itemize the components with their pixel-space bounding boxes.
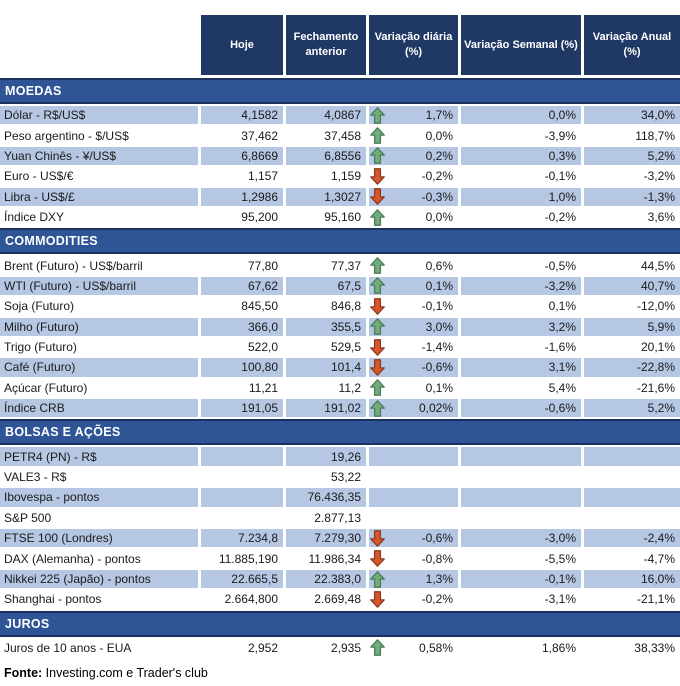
cell-variacao-diaria [369, 509, 458, 529]
cell-variacao-anual: -22,8% [584, 358, 680, 378]
variacao-diaria-value: 0,0% [425, 128, 453, 143]
cell-variacao-anual: 16,0% [584, 570, 680, 590]
cell-variacao-diaria [369, 256, 458, 276]
cell-variacao-diaria [369, 639, 458, 659]
variacao-diaria-value: 0,58% [418, 640, 453, 655]
cell-variacao-diaria [369, 106, 458, 126]
table-row [0, 529, 680, 549]
variacao-diaria-value: -0,2% [421, 592, 453, 607]
row-label: VALE3 - R$ [0, 468, 198, 488]
cell-variacao-anual: 3,6% [584, 208, 680, 228]
variacao-diaria-value: -1,4% [421, 340, 453, 355]
cell-fechamento-anterior: 76.436,35 [286, 488, 366, 508]
cell-fechamento-anterior: 6,8556 [286, 147, 366, 167]
cell-variacao-semanal: -0,1% [461, 167, 581, 187]
arrow-up-icon [370, 147, 385, 164]
cell-fechamento-anterior: 53,22 [286, 468, 366, 488]
cell-variacao-anual: 118,7% [584, 126, 680, 146]
variacao-diaria-value: 1,3% [425, 572, 453, 586]
table-row [0, 590, 680, 610]
source-note [0, 666, 680, 680]
cell-fechamento-anterior: 191,02 [286, 399, 366, 419]
table-row [0, 639, 680, 659]
variacao-diaria-value: 0,6% [425, 258, 453, 273]
variacao-diaria-value: -0,6% [421, 360, 453, 375]
row-label: Milho (Futuro) [0, 318, 198, 338]
cell-variacao-diaria [369, 529, 458, 549]
row-label: DAX (Alemanha) - pontos [0, 549, 198, 569]
cell-hoje [201, 509, 283, 529]
row-label: S&P 500 [0, 509, 198, 529]
variacao-diaria-value: 0,0% [425, 210, 453, 225]
arrow-down-icon [370, 550, 385, 567]
cell-hoje: 95,200 [201, 208, 283, 228]
cell-variacao-anual: 5,2% [584, 147, 680, 167]
variacao-diaria-value: 3,0% [425, 319, 453, 334]
variacao-diaria-value: 0,1% [425, 380, 453, 395]
cell-variacao-semanal: 0,1% [461, 297, 581, 317]
cell-variacao-anual: -21,1% [584, 590, 680, 610]
table-row [0, 277, 680, 297]
cell-variacao-anual [584, 447, 680, 467]
variacao-diaria-value: 0,02% [418, 401, 453, 416]
cell-variacao-semanal: -3,2% [461, 277, 581, 297]
table-body [0, 78, 680, 659]
cell-hoje: 2.664,800 [201, 590, 283, 610]
table-row [0, 570, 680, 590]
cell-variacao-anual: -1,3% [584, 188, 680, 208]
cell-variacao-anual [584, 468, 680, 488]
cell-variacao-semanal: -0,6% [461, 399, 581, 419]
cell-hoje: 845,50 [201, 297, 283, 317]
cell-fechamento-anterior: 11,2 [286, 379, 366, 399]
cell-hoje: 7.234,8 [201, 529, 283, 549]
cell-fechamento-anterior: 77,37 [286, 256, 366, 276]
arrow-down-icon [370, 168, 385, 185]
arrow-up-icon [370, 400, 385, 417]
cell-variacao-diaria [369, 208, 458, 228]
table-row [0, 256, 680, 276]
cell-hoje: 191,05 [201, 399, 283, 419]
col-header-variacao-semanal: Variação Semanal (%) [461, 15, 581, 75]
cell-variacao-diaria [369, 358, 458, 378]
cell-variacao-diaria [369, 167, 458, 187]
cell-fechamento-anterior: 2.877,13 [286, 509, 366, 529]
cell-variacao-semanal: 1,0% [461, 188, 581, 208]
arrow-up-icon [370, 571, 385, 588]
cell-variacao-semanal: -3,0% [461, 529, 581, 549]
arrow-down-icon [370, 359, 385, 376]
table-row [0, 188, 680, 208]
table-row [0, 318, 680, 338]
arrow-down-icon [370, 298, 385, 315]
cell-variacao-anual: 44,5% [584, 256, 680, 276]
row-label: Índice DXY [0, 208, 198, 228]
variacao-diaria-value: 0,2% [425, 148, 453, 163]
cell-variacao-diaria [369, 318, 458, 338]
row-label: Soja (Futuro) [0, 297, 198, 317]
row-label: Nikkei 225 (Japão) - pontos [0, 570, 198, 590]
cell-hoje: 22.665,5 [201, 570, 283, 590]
cell-variacao-semanal: 3,2% [461, 318, 581, 338]
section-header: COMMODITIES [0, 228, 680, 254]
table-row [0, 147, 680, 167]
cell-hoje: 100,80 [201, 358, 283, 378]
cell-variacao-anual: -4,7% [584, 549, 680, 569]
table-row [0, 447, 680, 467]
cell-variacao-diaria [369, 297, 458, 317]
variacao-diaria-value: 1,7% [425, 108, 453, 123]
cell-variacao-semanal: 5,4% [461, 379, 581, 399]
variacao-diaria-value: -0,3% [421, 189, 453, 204]
cell-hoje [201, 488, 283, 508]
table-row [0, 509, 680, 529]
cell-variacao-diaria [369, 338, 458, 358]
variacao-diaria-value: -0,8% [421, 551, 453, 566]
cell-variacao-diaria [369, 570, 458, 590]
cell-variacao-anual: 40,7% [584, 277, 680, 297]
cell-variacao-semanal [461, 468, 581, 488]
cell-variacao-diaria [369, 379, 458, 399]
table-row [0, 358, 680, 378]
cell-hoje: 77,80 [201, 256, 283, 276]
arrow-down-icon [370, 530, 385, 547]
cell-variacao-anual: -12,0% [584, 297, 680, 317]
row-label: Peso argentino - $/US$ [0, 126, 198, 146]
cell-variacao-diaria [369, 147, 458, 167]
section-header: JUROS [0, 611, 680, 637]
table-row [0, 208, 680, 228]
cell-variacao-semanal: -3,9% [461, 126, 581, 146]
row-label: Euro - US$/€ [0, 167, 198, 187]
arrow-up-icon [370, 209, 385, 226]
cell-variacao-semanal: -0,5% [461, 256, 581, 276]
table-row [0, 488, 680, 508]
cell-hoje: 2,952 [201, 639, 283, 659]
cell-fechamento-anterior: 1,159 [286, 167, 366, 187]
variacao-diaria-value: -0,6% [421, 531, 453, 546]
cell-fechamento-anterior: 11.986,34 [286, 549, 366, 569]
cell-fechamento-anterior: 37,458 [286, 126, 366, 146]
cell-fechamento-anterior: 95,160 [286, 208, 366, 228]
arrow-up-icon [370, 639, 385, 656]
cell-fechamento-anterior: 846,8 [286, 297, 366, 317]
cell-variacao-semanal: 0,0% [461, 106, 581, 126]
arrow-up-icon [370, 379, 385, 396]
cell-fechamento-anterior: 67,5 [286, 277, 366, 297]
table-row [0, 126, 680, 146]
cell-fechamento-anterior: 529,5 [286, 338, 366, 358]
cell-variacao-diaria [369, 549, 458, 569]
cell-hoje: 1,2986 [201, 188, 283, 208]
variacao-diaria-value: 0,1% [425, 278, 453, 293]
row-label: PETR4 (PN) - R$ [0, 447, 198, 467]
table-row [0, 468, 680, 488]
arrow-up-icon [370, 277, 385, 294]
cell-variacao-semanal [461, 488, 581, 508]
row-label: Shanghai - pontos [0, 590, 198, 610]
cell-variacao-diaria [369, 447, 458, 467]
cell-fechamento-anterior: 101,4 [286, 358, 366, 378]
cell-variacao-anual: 5,9% [584, 318, 680, 338]
table-header [0, 15, 680, 75]
cell-variacao-diaria [369, 126, 458, 146]
row-label: Yuan Chinês - ¥/US$ [0, 147, 198, 167]
row-label: Dólar - R$/US$ [0, 106, 198, 126]
col-header-variacao-diaria: Variação diária (%) [369, 15, 458, 75]
cell-fechamento-anterior: 355,5 [286, 318, 366, 338]
cell-variacao-diaria [369, 188, 458, 208]
cell-variacao-anual: 5,2% [584, 399, 680, 419]
table-row [0, 338, 680, 358]
cell-hoje: 366,0 [201, 318, 283, 338]
cell-fechamento-anterior: 22.383,0 [286, 570, 366, 590]
row-label: Ibovespa - pontos [0, 488, 198, 508]
cell-fechamento-anterior: 2,935 [286, 639, 366, 659]
cell-hoje: 6,8669 [201, 147, 283, 167]
cell-variacao-semanal: -0,2% [461, 208, 581, 228]
cell-hoje: 67,62 [201, 277, 283, 297]
cell-variacao-semanal: -5,5% [461, 549, 581, 569]
cell-hoje: 522,0 [201, 338, 283, 358]
section-header: MOEDAS [0, 78, 680, 104]
cell-variacao-semanal [461, 509, 581, 529]
source-text: Investing.com e Trader's club [42, 665, 208, 680]
cell-variacao-anual: 38,33% [584, 639, 680, 659]
cell-variacao-semanal: 1,86% [461, 639, 581, 659]
cell-hoje: 1,157 [201, 167, 283, 187]
cell-variacao-diaria [369, 468, 458, 488]
cell-hoje: 4,1582 [201, 106, 283, 126]
arrow-down-icon [370, 591, 385, 608]
row-label: Café (Futuro) [0, 358, 198, 378]
col-header-fechamento-anterior: Fechamento anterior [286, 15, 366, 75]
row-label: Juros de 10 anos - EUA [0, 639, 198, 659]
table-row [0, 399, 680, 419]
cell-variacao-anual: 34,0% [584, 106, 680, 126]
arrow-up-icon [370, 107, 385, 124]
cell-variacao-anual: 20,1% [584, 338, 680, 358]
variacao-diaria-value: -0,1% [421, 299, 453, 314]
cell-variacao-semanal: -3,1% [461, 590, 581, 610]
row-label: Brent (Futuro) - US$/barril [0, 256, 198, 276]
cell-hoje: 11,21 [201, 379, 283, 399]
cell-variacao-anual: -2,4% [584, 529, 680, 549]
cell-hoje: 37,462 [201, 126, 283, 146]
table-row [0, 297, 680, 317]
cell-variacao-semanal [461, 447, 581, 467]
table-row [0, 106, 680, 126]
variacao-diaria-value: -0,2% [421, 169, 453, 184]
cell-hoje: 11.885,190 [201, 549, 283, 569]
table-row [0, 167, 680, 187]
cell-variacao-diaria [369, 399, 458, 419]
cell-fechamento-anterior: 7.279,30 [286, 529, 366, 549]
cell-fechamento-anterior: 2.669,48 [286, 590, 366, 610]
arrow-up-icon [370, 127, 385, 144]
cell-fechamento-anterior: 1,3027 [286, 188, 366, 208]
row-label: WTI (Futuro) - US$/barril [0, 277, 198, 297]
cell-variacao-semanal: 3,1% [461, 358, 581, 378]
cell-variacao-anual [584, 488, 680, 508]
arrow-up-icon [370, 318, 385, 335]
cell-fechamento-anterior: 4,0867 [286, 106, 366, 126]
cell-variacao-anual [584, 509, 680, 529]
table-row [0, 379, 680, 399]
row-label: Açúcar (Futuro) [0, 379, 198, 399]
cell-variacao-anual: -3,2% [584, 167, 680, 187]
col-header-variacao-anual: Variação Anual (%) [584, 15, 680, 75]
table-row [0, 549, 680, 569]
row-label: FTSE 100 (Londres) [0, 529, 198, 549]
col-header-hoje: Hoje [201, 15, 283, 75]
row-label: Libra - US$/£ [0, 188, 198, 208]
cell-variacao-diaria [369, 488, 458, 508]
cell-variacao-diaria [369, 277, 458, 297]
section-header: BOLSAS E AÇÕES [0, 419, 680, 445]
arrow-up-icon [370, 257, 385, 274]
row-label: Trigo (Futuro) [0, 338, 198, 358]
cell-variacao-semanal: -1,6% [461, 338, 581, 358]
header-spacer [0, 15, 198, 75]
row-label: Índice CRB [0, 399, 198, 419]
cell-variacao-semanal: 0,3% [461, 147, 581, 167]
arrow-down-icon [370, 188, 385, 205]
cell-fechamento-anterior: 19,26 [286, 447, 366, 467]
cell-hoje [201, 447, 283, 467]
cell-variacao-semanal: -0,1% [461, 570, 581, 590]
source-label: Fonte: [4, 665, 43, 680]
cell-variacao-anual: -21,6% [584, 379, 680, 399]
cell-variacao-diaria [369, 590, 458, 610]
arrow-down-icon [370, 339, 385, 356]
cell-hoje [201, 468, 283, 488]
